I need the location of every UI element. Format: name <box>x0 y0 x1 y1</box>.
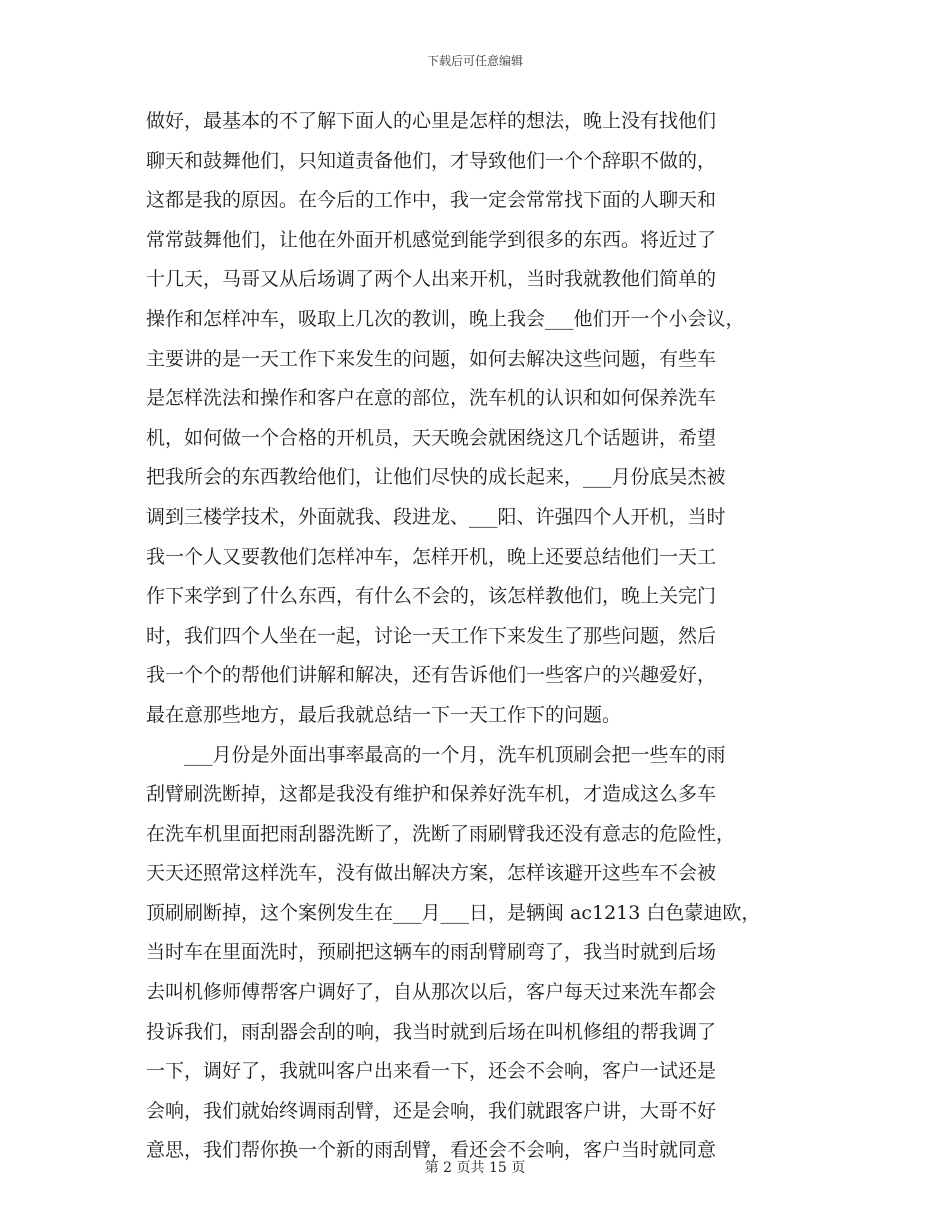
text-line: 顶刷刷断掉，这个案例发生在___月___日，是辆闽 ac1213 白色蒙迪欧， <box>146 901 761 924</box>
text-line: 去叫机修师傅帮客户调好了，自从那次以后，客户每天过来洗车都会 <box>146 981 717 1004</box>
text-line: 作下来学到了什么东西，有什么不会的，该怎样教他们，晚上关完门 <box>146 585 717 608</box>
text-line: 主要讲的是一天工作下来发生的问题，如何去解决这些问题，有些车 <box>146 347 717 370</box>
text-line: 一下，调好了，我就叫客户出来看一下，还会不会响，客户一试还是 <box>146 1060 717 1083</box>
document-body <box>146 102 806 1171</box>
text-line: 时，我们四个人坐在一起，讨论一天工作下来发生了那些问题，然后 <box>146 624 717 647</box>
text-line: 投诉我们，雨刮器会刮的响，我当时就到后场在叫机修组的帮我调了 <box>146 1020 717 1043</box>
text-line: 聊天和鼓舞他们，只知道责备他们，才导致他们一个个辞职不做的， <box>146 149 717 172</box>
text-line: 十几天，马哥又从后场调了两个人出来开机，当时我就教他们简单的 <box>146 268 717 291</box>
text-line: 意思，我们帮你换一个新的雨刮臂，看还会不会响，客户当时就同意 <box>146 1139 717 1162</box>
text-line: 是怎样洗法和操作和客户在意的部位，洗车机的认识和如何保养洗车 <box>146 387 717 410</box>
text-line: 在洗车机里面把雨刮器洗断了，洗断了雨刷臂我还没有意志的危险性， <box>146 822 736 845</box>
text-line: 当时车在里面洗时，预刷把这辆车的雨刮臂刷弯了，我当时就到后场 <box>146 941 717 964</box>
text-line: ___月份是外面出事率最高的一个月，洗车机顶刷会把一些车的雨 <box>146 743 726 766</box>
text-line: 刮臂刷洗断掉，这都是我没有维护和保养好洗车机，才造成这么多车 <box>146 783 717 806</box>
text-line: 做好，最基本的不了解下面人的心里是怎样的想法，晚上没有找他们 <box>146 110 717 132</box>
text-line: 会响，我们就始终调雨刮臂，还是会响，我们就跟客户讲，大哥不好 <box>146 1099 717 1122</box>
text-line: 常常鼓舞他们，让他在外面开机感觉到能学到很多的东西。将近过了 <box>146 228 717 251</box>
text-line: 最在意那些地方，最后我就总结一下一天工作下的问题。 <box>146 703 622 726</box>
page-header: 下载后可任意编辑 <box>426 54 523 68</box>
text-line: 天天还照常这样洗车，没有做出解决方案，怎样该避开这些车不会被 <box>146 862 717 885</box>
text-line: 我一个个的帮他们讲解和解决，还有告诉他们一些客户的兴趣爱好， <box>146 664 717 687</box>
text-line: 这都是我的原因。在今后的工作中，我一定会常常找下面的人聊天和 <box>146 189 717 212</box>
text-line: 把我所会的东西教给他们，让他们尽快的成长起来，___月份底吴杰被 <box>146 466 726 489</box>
text-line: 我一个人又要教他们怎样冲车，怎样开机，晚上还要总结他们一天工 <box>146 545 717 568</box>
page-number-footer: 第 2 页共 15 页 <box>424 1160 526 1176</box>
text-line: 机，如何做一个合格的开机员，天天晚会就困绕这几个话题讲，希望 <box>146 426 717 449</box>
text-line: 调到三楼学技术，外面就我、段进龙、___阳、许强四个人开机，当时 <box>146 505 726 528</box>
text-line: 操作和怎样冲车，吸取上几次的教训，晚上我会___他们开一个小会议， <box>146 307 745 330</box>
